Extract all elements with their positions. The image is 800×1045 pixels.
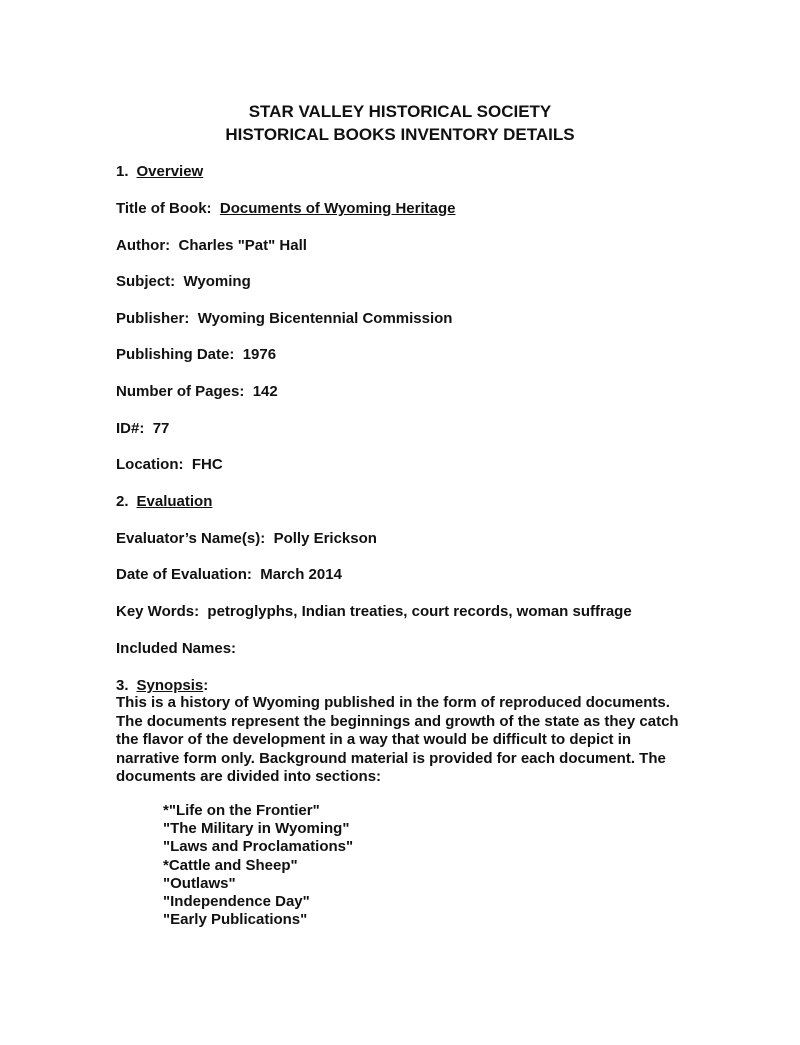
key-words-field: [116, 603, 632, 620]
synopsis-sections-list: [163, 802, 353, 929]
section-number: 2.: [116, 493, 129, 510]
included-names-field: [116, 640, 244, 657]
society-name: STAR VALLEY HISTORICAL SOCIETY: [248, 102, 552, 121]
section-synopsis-heading: [116, 677, 208, 694]
publisher-field: [116, 310, 452, 327]
field-label: Date of Evaluation:: [116, 566, 252, 583]
field-label: Publisher:: [116, 310, 190, 327]
date-of-evaluation-value: March 2014: [260, 566, 342, 583]
field-label: Key Words:: [116, 603, 200, 620]
title-of-book-field: [116, 200, 456, 217]
id-value: 77: [152, 420, 170, 437]
list-item: "Outlaws": [163, 874, 236, 892]
publishing-date-value: 1976: [242, 346, 277, 363]
author-value: Charles "Pat" Hall: [178, 237, 307, 254]
subject-field: [116, 273, 251, 290]
field-label: Title of Book:: [116, 200, 212, 217]
document-title: [0, 100, 800, 146]
section-number: 3.: [116, 677, 129, 694]
number-of-pages-field: [116, 383, 278, 400]
inventory-title: HISTORICAL BOOKS INVENTORY DETAILS: [225, 125, 575, 144]
list-item: "Independence Day": [163, 893, 310, 911]
field-label: Included Names:: [116, 640, 237, 657]
section-title: Evaluation: [136, 493, 213, 510]
section-evaluation-heading: [116, 493, 212, 510]
field-label: Subject:: [116, 273, 176, 290]
date-of-evaluation-field: [116, 566, 342, 583]
section-title: Overview: [136, 163, 204, 180]
field-label: Author:: [116, 237, 171, 254]
field-label: ID#:: [116, 420, 145, 437]
section-colon: :: [203, 677, 209, 694]
publisher-value: Wyoming Bicentennial Commission: [197, 310, 453, 327]
subject-value: Wyoming: [183, 273, 251, 290]
book-title-value: Documents of Wyoming Heritage: [219, 200, 456, 217]
list-item: *"Life on the Frontier": [163, 802, 320, 819]
section-title: Synopsis: [136, 677, 204, 694]
list-item: "Laws and Proclamations": [163, 838, 354, 856]
location-value: FHC: [191, 456, 223, 473]
evaluator-field: [116, 530, 377, 547]
synopsis-paragraph: This is a history of Wyoming published in the form of reproduced documents. The documents represent the beginnings and growth of the state as they catch the flavor of the development in a way that would be difficult to depict in narrative form only. Background material is provided for each document. The documents are divided into sections:: [116, 694, 679, 785]
evaluator-value: Polly Erickson: [273, 530, 377, 547]
field-label: Evaluator’s Name(s):: [116, 530, 266, 547]
field-label: Location:: [116, 456, 184, 473]
field-label: Publishing Date:: [116, 346, 235, 363]
list-item: "Early Publications": [163, 911, 308, 929]
key-words-value: petroglyphs, Indian treaties, court records, woman suffrage: [207, 603, 632, 620]
list-item: *Cattle and Sheep": [163, 856, 298, 874]
publishing-date-field: [116, 346, 276, 363]
list-item: "The Military in Wyoming": [163, 820, 350, 838]
author-field: [116, 237, 307, 254]
number-of-pages-value: 142: [252, 383, 278, 400]
location-field: [116, 456, 223, 473]
section-overview-heading: [116, 163, 203, 180]
section-number: 1.: [116, 163, 129, 180]
field-label: Number of Pages:: [116, 383, 245, 400]
id-field: [116, 420, 169, 437]
